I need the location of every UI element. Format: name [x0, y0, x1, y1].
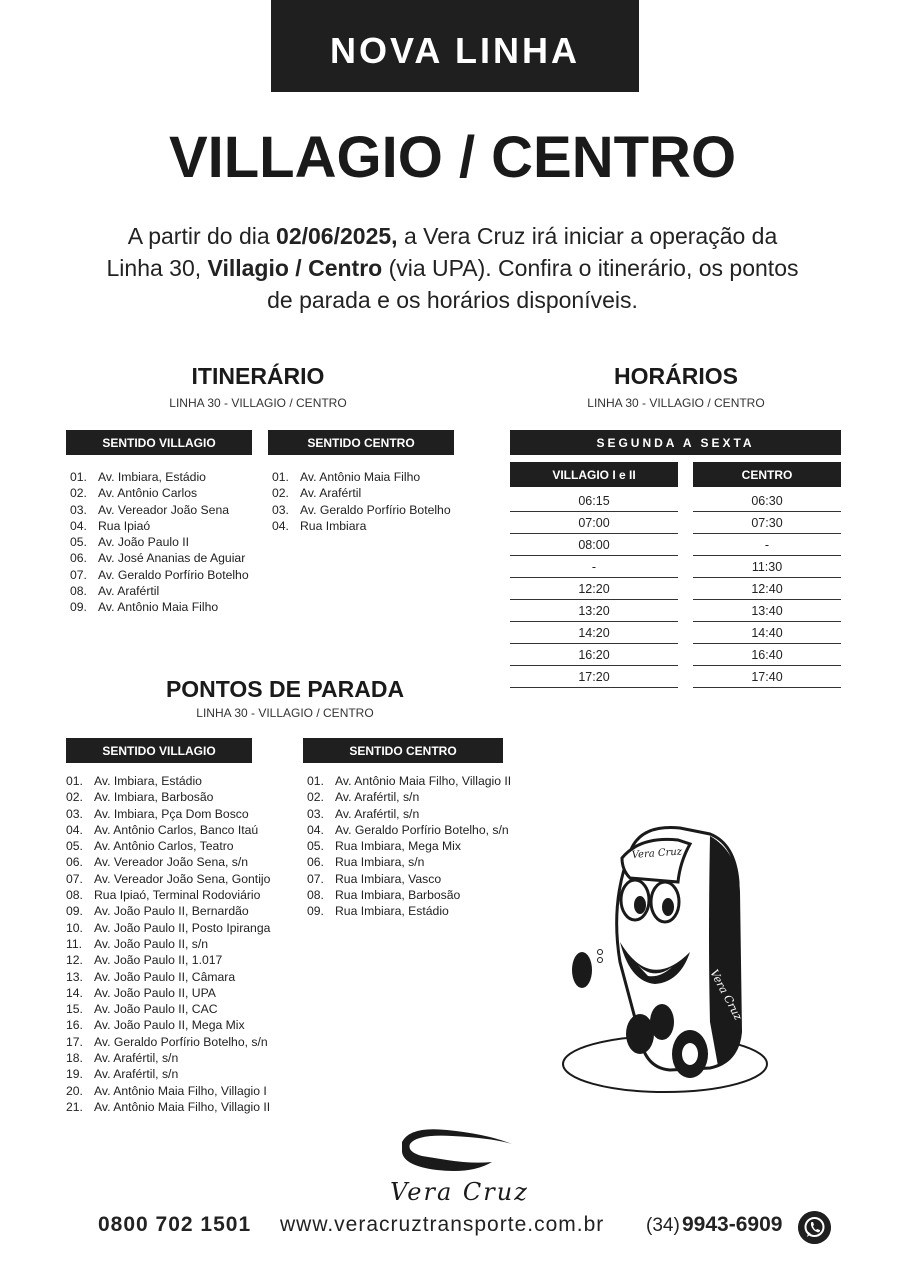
- list-item-text: Av. Antônio Carlos, Teatro: [94, 839, 234, 854]
- list-item-number: 07.: [307, 871, 324, 886]
- list-item-text: Av. João Paulo II, UPA: [94, 985, 216, 1000]
- itinerario-subtitle: LINHA 30 - VILLAGIO / CENTRO: [169, 396, 347, 410]
- list-item-number: 04.: [272, 518, 289, 533]
- list-item-text: Av. Antônio Maia Filho: [300, 470, 421, 484]
- list-item: [307, 838, 537, 854]
- list-item-text: Av. Arafértil, s/n: [94, 1067, 179, 1082]
- list-item-number: 09.: [307, 904, 324, 919]
- schedule-col1: [510, 490, 678, 688]
- list-item-text: Av. Arafértil, s/n: [335, 790, 420, 805]
- list-item-text: Av. Vereador João Sena, s/n: [94, 855, 249, 870]
- schedule-time-cell: 07:00: [510, 512, 678, 534]
- whatsapp-icon: [798, 1211, 831, 1244]
- list-item-text: Av. Geraldo Porfírio Botelho: [98, 567, 249, 582]
- footer-phone: 0800 702 1501: [98, 1213, 252, 1236]
- paradas-villagio-list: [66, 773, 296, 1115]
- list-item: [66, 1066, 296, 1082]
- list-item-number: 01.: [272, 470, 289, 484]
- bus-mascot-illustration: [560, 822, 790, 1098]
- schedule-time-cell: 07:30: [693, 512, 841, 534]
- list-item-text: Av. João Paulo II, Posto Ipiranga: [94, 920, 271, 935]
- list-item-number: 20.: [66, 1083, 83, 1098]
- schedule-col2-label: CENTRO: [741, 467, 793, 482]
- vera-cruz-logo-mark: [392, 1122, 522, 1180]
- list-item-number: 08.: [70, 584, 87, 599]
- list-item: [272, 502, 472, 518]
- list-item-number: 05.: [307, 839, 324, 854]
- list-item-number: 01.: [70, 470, 87, 484]
- list-item-number: 01.: [66, 774, 83, 788]
- list-item-text: Rua Imbiara, Estádio: [335, 904, 449, 919]
- list-item: [307, 806, 537, 822]
- list-item-text: Rua Ipiaó: [98, 518, 151, 533]
- list-item: [66, 806, 296, 822]
- list-item: [70, 583, 270, 599]
- list-item-number: 18.: [66, 1051, 83, 1066]
- list-item-number: 07.: [70, 567, 87, 582]
- list-item-text: Av. João Paulo II, Câmara: [94, 969, 236, 984]
- schedule-time-cell: 16:40: [693, 644, 841, 666]
- list-item-number: 02.: [70, 486, 87, 501]
- paradas-centro-label: SENTIDO CENTRO: [349, 743, 457, 758]
- intro-paragraph: [100, 220, 805, 316]
- list-item: [70, 567, 270, 583]
- list-item-number: 02.: [66, 790, 83, 805]
- list-item-text: Av. Vereador João Sena: [98, 502, 229, 517]
- list-item: [66, 838, 296, 854]
- list-item: [66, 1099, 296, 1115]
- list-item-text: Av. Antônio Maia Filho, Villagio I: [94, 1083, 267, 1098]
- list-item: [70, 599, 270, 615]
- itinerario-title: ITINERÁRIO: [191, 363, 325, 389]
- footer-website[interactable]: www.veracruztransporte.com.br: [280, 1213, 605, 1236]
- horarios-subtitle: LINHA 30 - VILLAGIO / CENTRO: [587, 396, 765, 410]
- schedule-time-cell: 11:30: [693, 556, 841, 578]
- schedule-time-cell: 12:20: [510, 578, 678, 600]
- schedule-time-cell: -: [510, 556, 678, 578]
- intro-date: 02/06/2025,: [276, 223, 398, 249]
- list-item: [70, 550, 270, 566]
- schedule-time-cell: 12:40: [693, 578, 841, 600]
- list-item-text: Av. Antônio Maia Filho: [98, 600, 219, 615]
- list-item-number: 06.: [307, 855, 324, 870]
- schedule-time-cell: 06:30: [693, 490, 841, 512]
- schedule-col1-header: [510, 462, 678, 487]
- itinerario-villagio-header: [66, 430, 252, 455]
- schedule-time-cell: 17:40: [693, 666, 841, 688]
- list-item-number: 06.: [70, 551, 87, 566]
- itinerario-centro-list: [272, 469, 472, 534]
- list-item-number: 05.: [70, 535, 87, 550]
- list-item-text: Av. Geraldo Porfírio Botelho: [300, 502, 451, 517]
- list-item-number: 21.: [66, 1099, 83, 1114]
- list-item-text: Av. João Paulo II, s/n: [94, 936, 209, 951]
- list-item: [307, 822, 537, 838]
- schedule-col2-header: [693, 462, 841, 487]
- list-item-text: Av. Vereador João Sena, Gontijo: [94, 871, 271, 886]
- itinerario-villagio-list: [70, 469, 270, 616]
- list-item-number: 17.: [66, 1034, 83, 1049]
- intro-part3: (via UPA). Confira o itinerário, os pontos de parada e os horários disponíveis.: [267, 255, 799, 313]
- paradas-villagio-header: [66, 738, 252, 763]
- vera-cruz-logo-text: Vera Cruz: [390, 1178, 529, 1206]
- schedule-time-cell: 17:20: [510, 666, 678, 688]
- list-item-text: Rua Imbiara, Barbosão: [335, 888, 461, 903]
- list-item-number: 03.: [272, 502, 289, 517]
- list-item: [66, 952, 296, 968]
- list-item-number: 04.: [70, 518, 87, 533]
- list-item: [66, 773, 296, 789]
- list-item-text: Av. João Paulo II, Mega Mix: [94, 1018, 245, 1033]
- list-item-text: Av. Arafértil: [98, 584, 160, 599]
- intro-part1: A partir do dia: [127, 223, 277, 249]
- list-item: [307, 887, 537, 903]
- list-item-number: 04.: [66, 822, 83, 837]
- list-item-number: 02.: [307, 790, 324, 805]
- list-item-number: 19.: [66, 1067, 83, 1082]
- footer: [0, 1213, 905, 1245]
- list-item-text: Av. Arafértil, s/n: [94, 1051, 179, 1066]
- list-item-text: Rua Imbiara, s/n: [335, 855, 425, 870]
- paradas-centro-list: [307, 773, 537, 920]
- list-item-text: Av. José Ananias de Aguiar: [98, 551, 246, 566]
- paradas-subtitle: LINHA 30 - VILLAGIO / CENTRO: [196, 706, 374, 720]
- list-item: [307, 789, 537, 805]
- itinerario-villagio-label: SENTIDO VILLAGIO: [102, 435, 216, 450]
- schedule-col1-label: VILLAGIO I e II: [552, 467, 636, 482]
- bus-side-text: Vera Cruz: [707, 967, 745, 1023]
- list-item-number: 05.: [66, 839, 83, 854]
- itinerario-centro-label: SENTIDO CENTRO: [307, 435, 415, 450]
- list-item-text: Av. Arafértil, s/n: [335, 806, 420, 821]
- itinerario-centro-header: [268, 430, 454, 455]
- list-item: [66, 903, 296, 919]
- list-item-number: 16.: [66, 1018, 83, 1033]
- list-item: [66, 854, 296, 870]
- list-item: [66, 1001, 296, 1017]
- list-item: [66, 887, 296, 903]
- list-item: [66, 1083, 296, 1099]
- list-item-text: Av. Antônio Maia Filho, Villagio II: [335, 774, 512, 788]
- list-item: [70, 502, 270, 518]
- list-item: [66, 1050, 296, 1066]
- list-item: [66, 985, 296, 1001]
- list-item: [70, 469, 270, 485]
- list-item-text: Av. Antônio Carlos: [98, 486, 198, 501]
- list-item-number: 03.: [307, 806, 324, 821]
- list-item: [70, 485, 270, 501]
- list-item: [307, 903, 537, 919]
- list-item-number: 08.: [307, 888, 324, 903]
- banner-text: NOVA LINHA: [330, 30, 580, 71]
- list-item-number: 14.: [66, 985, 83, 1000]
- list-item-text: Av. Imbiara, Estádio: [94, 774, 202, 788]
- list-item: [307, 871, 537, 887]
- horarios-title: HORÁRIOS: [614, 363, 738, 389]
- list-item-text: Av. Geraldo Porfírio Botelho, s/n: [335, 822, 509, 837]
- paradas-villagio-label: SENTIDO VILLAGIO: [102, 743, 216, 758]
- list-item-text: Rua Imbiara, Mega Mix: [335, 839, 461, 854]
- list-item-text: Av. João Paulo II, CAC: [94, 1002, 218, 1017]
- list-item: [307, 773, 537, 789]
- list-item-number: 02.: [272, 486, 289, 501]
- footer-whatsapp-number: 9943-6909: [682, 1213, 783, 1236]
- schedule-period-label: SEGUNDA A SEXTA: [596, 435, 755, 450]
- list-item: [307, 854, 537, 870]
- list-item-text: Av. Antônio Carlos, Banco Itaú: [94, 822, 259, 837]
- list-item: [66, 1017, 296, 1033]
- list-item: [66, 920, 296, 936]
- list-item-number: 09.: [66, 904, 83, 919]
- schedule-time-cell: 14:40: [693, 622, 841, 644]
- list-item: [272, 469, 472, 485]
- list-item-number: 13.: [66, 969, 83, 984]
- list-item: [272, 518, 472, 534]
- list-item-text: Av. Imbiara, Barbosão: [94, 790, 214, 805]
- list-item-number: 10.: [66, 920, 83, 935]
- page-title: VILLAGIO / CENTRO: [168, 125, 737, 190]
- paradas-centro-header: [303, 738, 503, 763]
- schedule-time-cell: 06:15: [510, 490, 678, 512]
- list-item-text: Av. João Paulo II, Bernardão: [94, 904, 249, 919]
- list-item-text: Av. Arafértil: [300, 486, 362, 501]
- list-item: [66, 789, 296, 805]
- schedule-time-cell: 13:40: [693, 600, 841, 622]
- list-item: [70, 518, 270, 534]
- list-item: [66, 969, 296, 985]
- intro-line-name: Villagio / Centro: [207, 255, 383, 281]
- list-item: [272, 485, 472, 501]
- list-item-number: 11.: [66, 936, 83, 951]
- list-item-number: 04.: [307, 822, 324, 837]
- list-item: [66, 871, 296, 887]
- list-item-number: 07.: [66, 871, 83, 886]
- schedule-time-cell: 14:20: [510, 622, 678, 644]
- list-item: [66, 936, 296, 952]
- list-item-text: Rua Imbiara: [300, 518, 367, 533]
- list-item-number: 12.: [66, 953, 83, 968]
- schedule-time-cell: 13:20: [510, 600, 678, 622]
- schedule-col2: [693, 490, 841, 688]
- schedule-time-cell: -: [693, 534, 841, 556]
- list-item-number: 15.: [66, 1002, 83, 1017]
- schedule-period-header: [510, 430, 841, 455]
- list-item: [70, 534, 270, 550]
- list-item-number: 01.: [307, 774, 324, 788]
- list-item: [66, 822, 296, 838]
- list-item-text: Av. Antônio Maia Filho, Villagio II: [94, 1099, 271, 1114]
- header-banner: [271, 0, 639, 92]
- schedule-time-cell: 08:00: [510, 534, 678, 556]
- list-item-text: Av. Imbiara, Pça Dom Bosco: [94, 806, 249, 821]
- list-item-text: Av. Geraldo Porfírio Botelho, s/n: [94, 1034, 268, 1049]
- list-item-number: 08.: [66, 888, 83, 903]
- paradas-title: PONTOS DE PARADA: [165, 676, 405, 702]
- list-item-text: Av. João Paulo II, 1.017: [94, 953, 223, 968]
- list-item-text: Av. Imbiara, Estádio: [98, 470, 206, 484]
- list-item-text: Rua Ipiaó, Terminal Rodoviário: [94, 888, 261, 903]
- list-item-text: Rua Imbiara, Vasco: [335, 871, 442, 886]
- list-item-number: 03.: [66, 806, 83, 821]
- schedule-time-cell: 16:20: [510, 644, 678, 666]
- footer-whatsapp-area: (34): [646, 1215, 680, 1236]
- intro-part2: a Vera Cruz irá iniciar a operação da Linha 30,: [106, 223, 778, 281]
- list-item-number: 03.: [70, 502, 87, 517]
- list-item-text: Av. João Paulo II: [98, 535, 190, 550]
- list-item: [66, 1034, 296, 1050]
- list-item-number: 09.: [70, 600, 87, 615]
- bus-sign-text: Vera Cruz: [631, 846, 683, 861]
- list-item-number: 06.: [66, 855, 83, 870]
